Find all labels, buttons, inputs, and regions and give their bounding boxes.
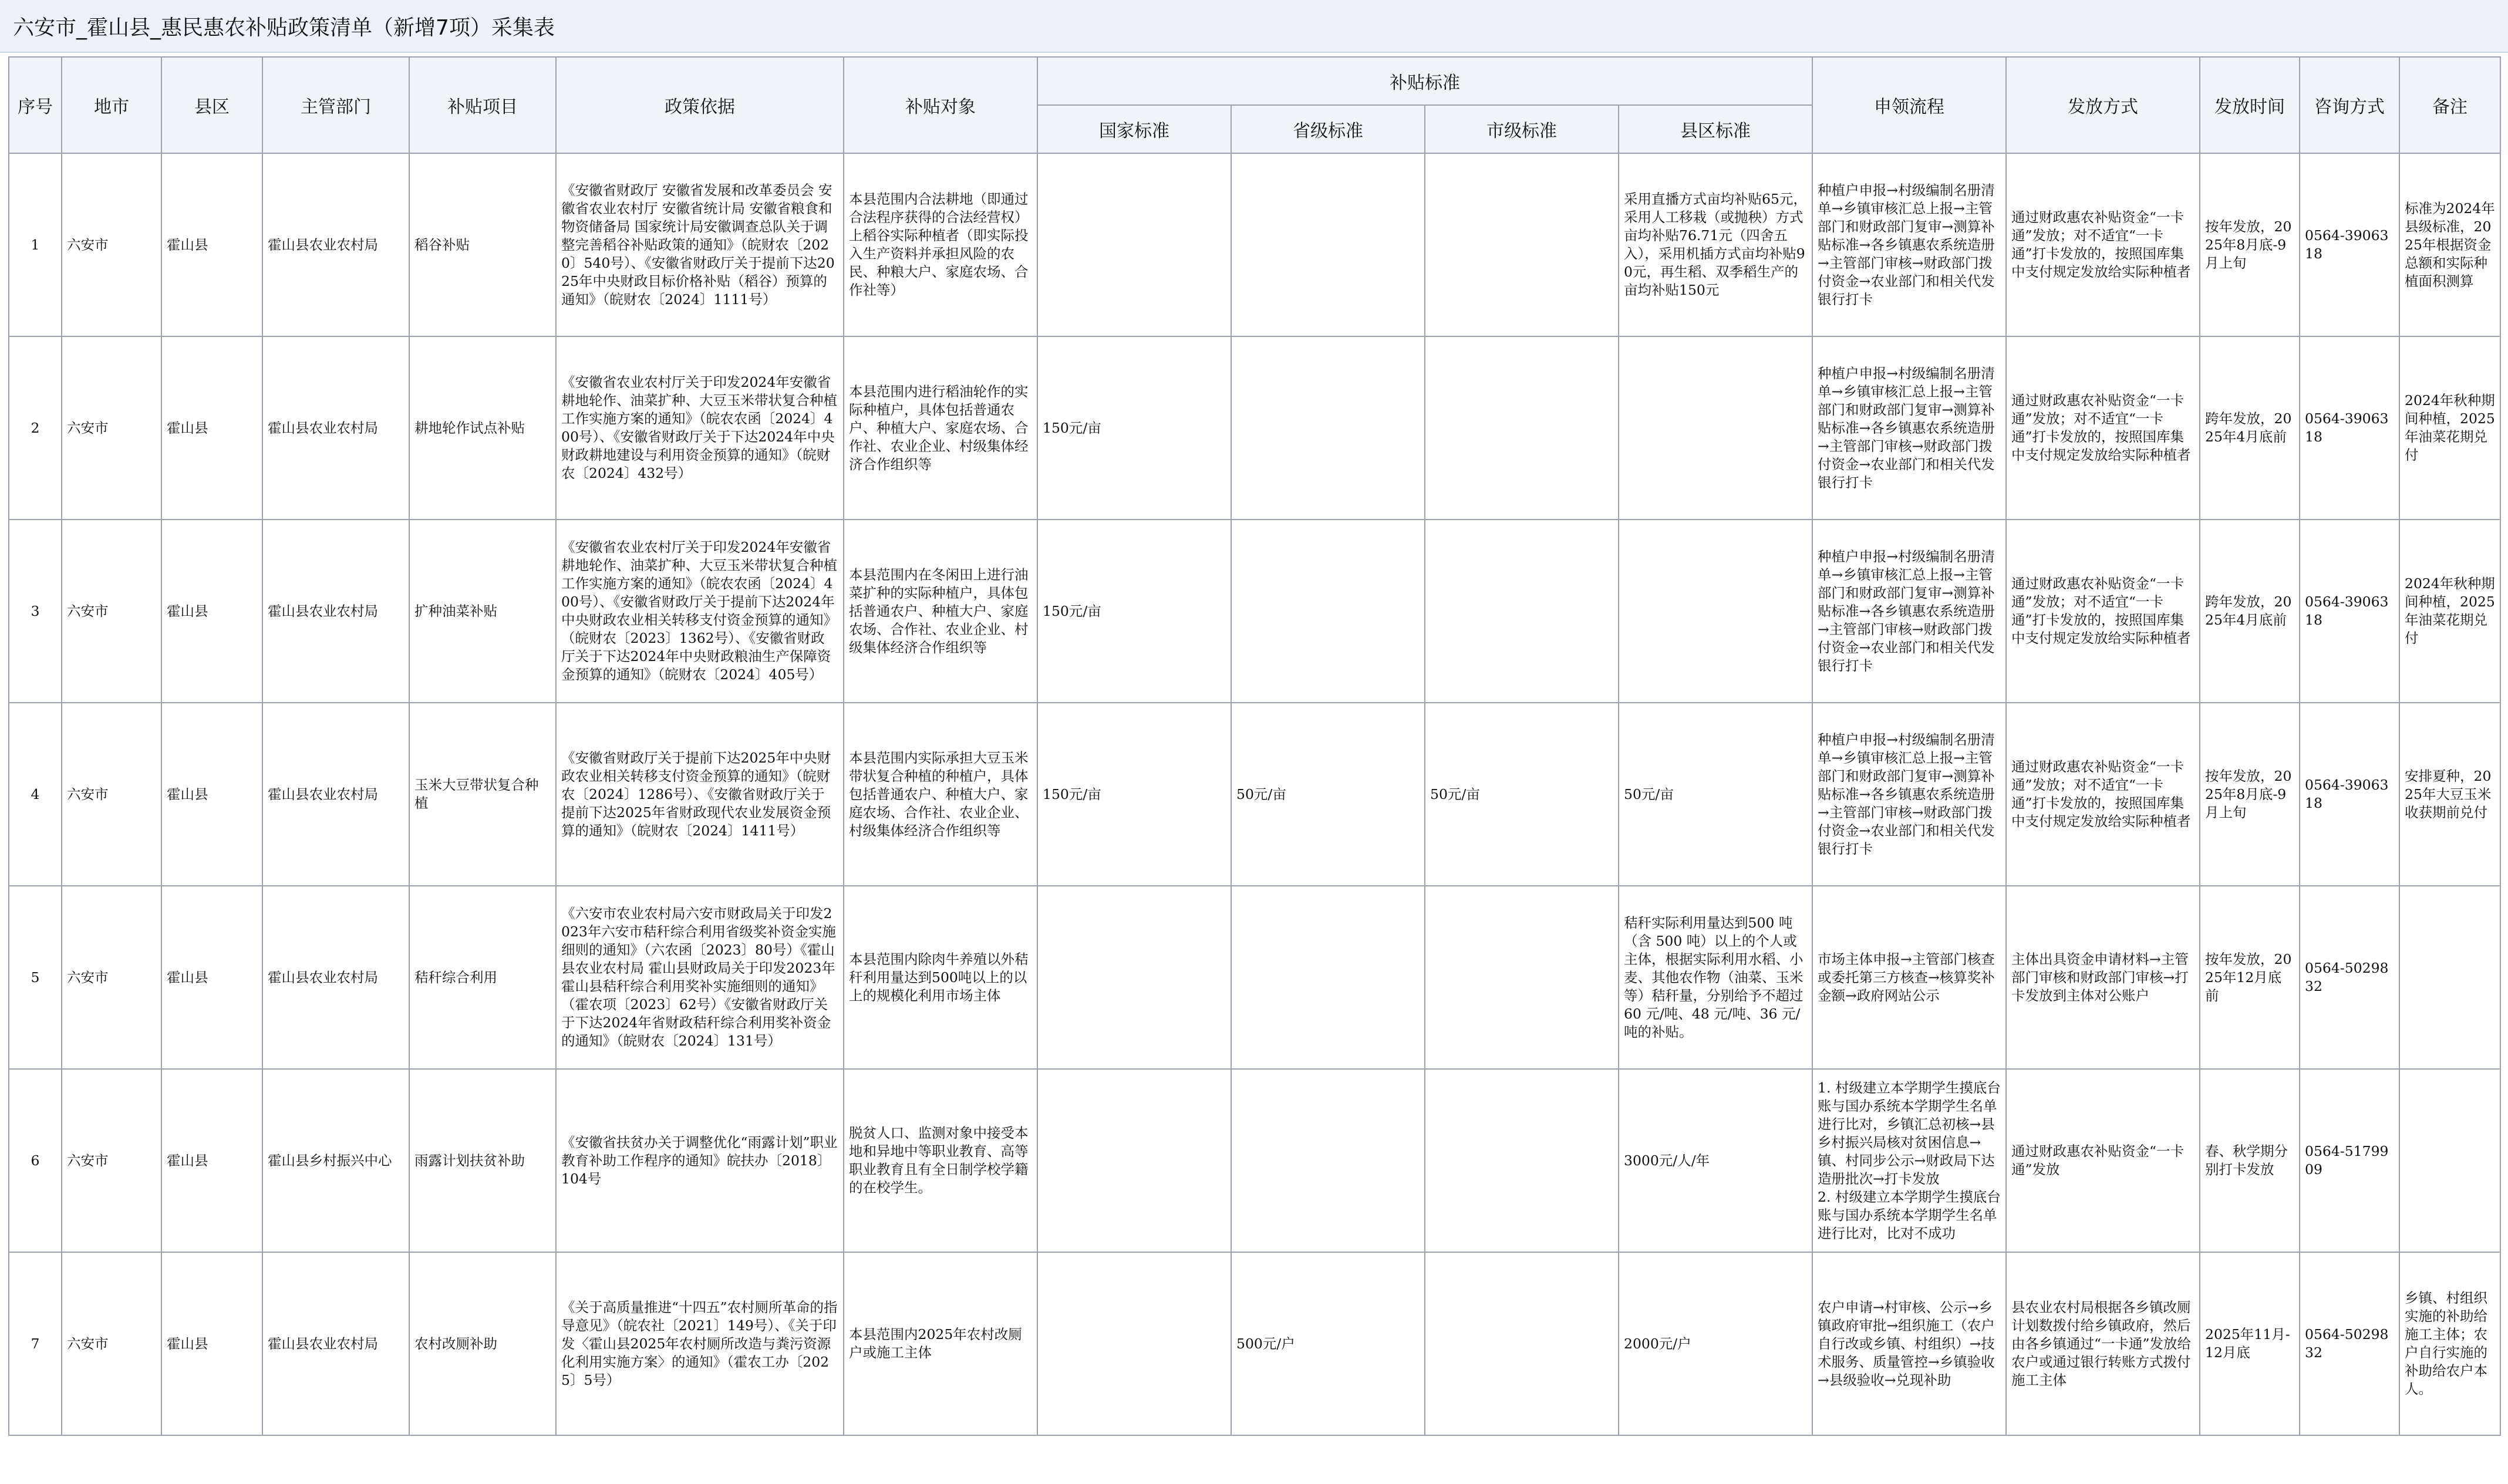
cell-county [161,520,262,703]
cell-provincial [1231,886,1425,1069]
cell-seq-text: 5 [31,969,40,986]
cell-target [844,703,1037,886]
cell-provincial-text: 500元/户 [1236,1335,1295,1352]
cell-dept [262,886,409,1069]
cell-payment-text: 通过财政惠农补贴资金“一卡通”发放 [2011,1143,2185,1178]
cell-dept-text: 霍山县农业农村局 [268,602,378,619]
cell-provincial [1231,703,1425,886]
cell-county [161,336,262,520]
cell-county [161,153,262,336]
cell-contact [2300,1252,2399,1435]
cell-seq-text: 3 [31,602,40,619]
cell-process-text: 种植户申报→村级编制名册清单→乡镇审核汇总上报→主管部门和财政部门复审→测算补贴标准→各乡镇惠农系统造册→主管部门审核→财政部门拨付资金→农业部门和相关代发银行打卡 [1818,365,1995,491]
cell-project [409,153,556,336]
cell-project-text: 扩种油菜补贴 [414,602,497,619]
cell-seq [9,520,62,703]
cell-city-text: 六安市 [67,602,109,619]
cell-national [1037,153,1231,336]
cell-payment [2006,520,2200,703]
cell-dept-text: 霍山县农业农村局 [268,785,378,802]
cell-national [1037,1069,1231,1252]
cell-contact-text: 0564-3906318 [2305,593,2389,628]
cell-process [1812,336,2006,520]
cell-time [2200,1069,2300,1252]
sheet-title: 六安市_霍山县_惠民惠农补贴政策清单（新增7项）采集表 [13,15,555,40]
cell-city [62,1069,161,1252]
cell-time [2200,1252,2300,1435]
cell-project-text: 农村改厕补助 [414,1335,497,1352]
cell-county-text: 霍山县 [167,236,208,253]
col-header-municipal: 市级标准 [1425,105,1619,153]
col-header-provincial: 省级标准 [1231,105,1425,153]
cell-county-std-text: 3000元/人/年 [1624,1152,1710,1169]
cell-time-text: 按年发放，2025年8月底-9月上旬 [2205,218,2292,271]
cell-basis [556,1252,844,1435]
cell-payment [2006,703,2200,886]
cell-seq-text: 4 [31,785,40,802]
cell-target [844,1069,1037,1252]
cell-process-text: 市场主体申报→主管部门核查或委托第三方核查→核算奖补金额→政府网站公示 [1818,950,1995,1004]
cell-remark-text: 乡镇、村组织实施的补助给施工主体；农户自行实施的补助给农户本人。 [2405,1290,2487,1397]
cell-basis-text: 《安徽省财政厅 安徽省发展和改革委员会 安徽省农业农村厅 安徽省统计局 安徽省粮食和物资储备局 国家统计局安徽调查总队关于调整完善稻谷补贴政策的通知》（皖财农〔2020〕540号）、《安徽省财政厅关于提前下达2025年中央财政目标价格补贴（稻谷）预算的通知》（皖财农〔2024〕1111号） [561,181,835,308]
cell-process-text: 1. 村级建立本学期学生摸底台账与国办系统本学期学生名单进行比对，乡镇汇总初核→县乡村振兴局核对贫困信息→镇、村同步公示→财政局下达造册批次→打卡发放 2. 村级建立本学期学生摸底台账与国办系统本学期学生名单进行比对，比对不成功 [1818,1079,2001,1242]
cell-dept [262,703,409,886]
cell-contact-text: 0564-3906318 [2305,227,2389,262]
cell-city [62,153,161,336]
cell-target-text: 本县范围内除肉牛养殖以外秸秆利用量达到500吨以上的以上的规模化利用市场主体 [849,950,1029,1004]
cell-municipal-text: 50元/亩 [1430,785,1480,802]
cell-national [1037,520,1231,703]
cell-county-std [1619,886,1812,1069]
cell-city-text: 六安市 [67,236,109,253]
cell-basis [556,153,844,336]
cell-process-text: 种植户申报→村级编制名册清单→乡镇审核汇总上报→主管部门和财政部门复审→测算补贴标准→各乡镇惠农系统造册→主管部门审核→财政部门拨付资金→农业部门和相关代发银行打卡 [1818,548,1995,674]
cell-contact-text: 0564-5029832 [2305,1326,2389,1361]
cell-process-text: 种植户申报→村级编制名册清单→乡镇审核汇总上报→主管部门和财政部门复审→测算补贴标准→各乡镇惠农系统造册→主管部门审核→财政部门拨付资金→农业部门和相关代发银行打卡 [1818,181,1995,308]
cell-contact [2300,703,2399,886]
cell-city-text: 六安市 [67,1152,109,1169]
col-header-process: 申领流程 [1812,57,2006,153]
cell-remark-text: 2024年秋种期间种植，2025年油菜花期兑付 [2405,392,2495,463]
cell-payment-text: 通过财政惠农补贴资金“一卡通”发放；对不适宜“一卡通”打卡发放的，按照国库集中支付规定发放给实际种植者 [2011,209,2191,280]
table-row [9,520,2500,703]
cell-project-text: 玉米大豆带状复合种植 [414,777,539,811]
cell-project [409,1069,556,1252]
cell-seq-text: 6 [31,1152,40,1169]
cell-county-text: 霍山县 [167,1152,208,1169]
cell-county [161,1252,262,1435]
cell-dept-text: 霍山县乡村振兴中心 [268,1152,392,1169]
cell-seq [9,1069,62,1252]
cell-basis [556,520,844,703]
cell-national [1037,1252,1231,1435]
col-header-contact: 咨询方式 [2300,57,2399,153]
cell-city [62,336,161,520]
cell-remark [2399,703,2500,886]
cell-basis-text: 《六安市农业农村局六安市财政局关于印发2023年六安市秸秆综合利用省级奖补资金实施细则的通知》（六农函〔2023〕80号）《霍山县农业农村局 霍山县财政局关于印发2023年霍山县秸秆综合利用奖补实施细则的通知》（霍农项〔2023〕62号）《安徽省财政厅关于下达2024年省财政秸秆综合利用奖补资金的通知》（皖财农〔2024〕131号） [561,905,836,1049]
cell-time [2200,703,2300,886]
cell-target [844,520,1037,703]
cell-municipal [1425,1252,1619,1435]
table-row [9,153,2500,336]
cell-provincial-text: 50元/亩 [1236,785,1286,802]
cell-payment-text: 通过财政惠农补贴资金“一卡通”发放；对不适宜“一卡通”打卡发放的，按照国库集中支付规定发放给实际种植者 [2011,758,2191,829]
cell-contact-text: 0564-5029832 [2305,960,2389,994]
cell-seq [9,336,62,520]
col-header-national: 国家标准 [1037,105,1231,153]
cell-county-std [1619,1069,1812,1252]
cell-dept [262,520,409,703]
cell-county-std-text: 秸秆实际利用量达到500 吨（含 500 吨）以上的个人或主体，根据实际利用水稻、小麦、其他农作物（油菜、玉米等）秸秆量，分别给予不超过 60 元/吨、48 元/吨、36 元/吨的补贴。 [1624,914,1804,1040]
cell-seq [9,886,62,1069]
cell-remark-text: 标准为2024年县级标准，2025年根据资金总额和实际种植面积测算 [2405,200,2495,289]
cell-time [2200,336,2300,520]
cell-basis-text: 《安徽省财政厅关于提前下达2025年中央财政农业相关转移支付资金预算的通知》（皖财农〔2024〕1286号）、《安徽省财政厅关于提前下达2025年省财政现代农业发展资金预算的通知》（皖财农〔2024〕1411号） [561,749,831,839]
col-header-standard: 补贴标准 [1037,57,1812,105]
cell-project-text: 稻谷补贴 [414,236,470,253]
cell-time [2200,520,2300,703]
cell-county-std [1619,336,1812,520]
col-header-time: 发放时间 [2200,57,2300,153]
cell-process-text: 种植户申报→村级编制名册清单→乡镇审核汇总上报→主管部门和财政部门复审→测算补贴标准→各乡镇惠农系统造册→主管部门审核→财政部门拨付资金→农业部门和相关代发银行打卡 [1818,731,1995,857]
cell-county [161,703,262,886]
cell-remark [2399,1252,2500,1435]
table-body [9,153,2500,1435]
cell-process-text: 农户申请→村审核、公示→乡镇政府审批→组织施工（农户自行改或乡镇、村组织）→技术服务、质量管控→乡镇验收→县级验收→兑现补助 [1818,1298,1995,1388]
cell-municipal [1425,1069,1619,1252]
cell-basis-text: 《安徽省扶贫办关于调整优化“雨露计划”职业教育补助工作程序的通知》皖扶办〔2018〕104号 [561,1134,838,1187]
cell-project-text: 耕地轮作试点补贴 [414,419,525,436]
cell-payment-text: 主体出具资金申请材料→主管部门审核和财政部门审核→打卡发放到主体对公账户 [2011,950,2189,1004]
cell-county-text: 霍山县 [167,785,208,802]
cell-target-text: 本县范围内2025年农村改厕户或施工主体 [849,1326,1022,1361]
cell-time-text: 跨年发放，2025年4月底前 [2205,410,2292,445]
cell-time-text: 春、秋学期分别打卡发放 [2205,1143,2288,1178]
cell-target-text: 本县范围内合法耕地（即通过合法程序获得的合法经营权）上稻谷实际种植者（即实际投入生产资料并承担风险的农民、种粮大户、家庭农场、合作社等） [849,191,1029,298]
cell-remark [2399,886,2500,1069]
cell-remark-text: 安排夏种，2025年大豆玉米收获期前兑付 [2405,767,2492,821]
cell-city [62,886,161,1069]
col-header-project: 补贴项目 [409,57,556,153]
cell-payment [2006,886,2200,1069]
cell-county-std [1619,703,1812,886]
cell-city-text: 六安市 [67,1335,109,1352]
cell-county-std-text: 采用直播方式亩均补贴65元，采用人工移栽（或抛秧）方式亩均补贴76.71元（四舍五入），采用机插方式亩均补贴90元，再生稻、双季稻生产的亩均补贴150元 [1624,191,1807,298]
table-row [9,703,2500,886]
cell-remark [2399,153,2500,336]
cell-project [409,703,556,886]
col-header-basis: 政策依据 [556,57,844,153]
cell-city [62,520,161,703]
cell-time-text: 按年发放，2025年12月底前 [2205,950,2292,1004]
cell-seq-text: 1 [31,236,40,253]
cell-contact [2300,1069,2399,1252]
sheet-title-bar [0,0,2508,53]
cell-process [1812,153,2006,336]
cell-project [409,336,556,520]
cell-county-std [1619,153,1812,336]
cell-target-text: 本县范围内进行稻油轮作的实际种植户，具体包括普通农户、种植大户、家庭农场、合作社、农业企业、村级集体经济合作组织等 [849,383,1029,473]
cell-target [844,153,1037,336]
cell-county-text: 霍山县 [167,602,208,619]
cell-city-text: 六安市 [67,419,109,436]
cell-contact-text: 0564-3906318 [2305,777,2389,811]
header-row-1 [9,57,2500,105]
cell-dept [262,1069,409,1252]
cell-payment-text: 通过财政惠农补贴资金“一卡通”发放；对不适宜“一卡通”打卡发放的，按照国库集中支付规定发放给实际种植者 [2011,575,2191,646]
cell-dept-text: 霍山县农业农村局 [268,969,378,986]
cell-county [161,886,262,1069]
cell-national-text: 150元/亩 [1043,785,1101,802]
cell-county-text: 霍山县 [167,969,208,986]
cell-remark-text: 2024年秋种期间种植，2025年油菜花期兑付 [2405,575,2495,646]
cell-contact-text: 0564-3906318 [2305,410,2389,445]
cell-city [62,1252,161,1435]
cell-project [409,886,556,1069]
cell-municipal [1425,520,1619,703]
table-row [9,1069,2500,1252]
cell-municipal [1425,336,1619,520]
cell-basis-text: 《关于高质量推进“十四五”农村厕所革命的指导意见》（皖农社〔2021〕149号）、《关于印发〈霍山县2025年农村厕所改造与粪污资源化利用实施方案〉的通知》（霍农工办〔2025〕5号） [561,1298,838,1388]
cell-target [844,1252,1037,1435]
col-header-payment: 发放方式 [2006,57,2200,153]
cell-national-text: 150元/亩 [1043,602,1101,619]
cell-seq [9,153,62,336]
col-header-target: 补贴对象 [844,57,1037,153]
cell-dept-text: 霍山县农业农村局 [268,1335,378,1352]
cell-payment [2006,336,2200,520]
cell-county-text: 霍山县 [167,1335,208,1352]
cell-city [62,703,161,886]
cell-contact [2300,886,2399,1069]
cell-city-text: 六安市 [67,785,109,802]
cell-time [2200,153,2300,336]
col-header-city: 地市 [62,57,161,153]
cell-contact [2300,336,2399,520]
cell-county-std-text: 50元/亩 [1624,785,1674,802]
cell-national [1037,703,1231,886]
cell-project-text: 雨露计划扶贫补助 [414,1152,525,1169]
cell-time [2200,886,2300,1069]
cell-provincial [1231,1252,1425,1435]
cell-seq-text: 7 [31,1335,40,1352]
col-header-seq: 序号 [9,57,62,153]
cell-provincial [1231,520,1425,703]
cell-municipal [1425,886,1619,1069]
cell-provincial [1231,336,1425,520]
cell-basis-text: 《安徽省农业农村厅关于印发2024年安徽省耕地轮作、油菜扩种、大豆玉米带状复合种植工作实施方案的通知》（皖农农函〔2024〕400号）、《安徽省财政厅关于下达2024年中央财政耕地建设与利用资金预算的通知》（皖财农〔2024〕432号） [561,374,837,481]
cell-city-text: 六安市 [67,969,109,986]
cell-dept [262,153,409,336]
cell-provincial [1231,153,1425,336]
col-header-county: 县区 [161,57,262,153]
cell-process [1812,886,2006,1069]
cell-remark [2399,336,2500,520]
cell-target [844,336,1037,520]
cell-payment [2006,1252,2200,1435]
cell-process [1812,703,2006,886]
cell-payment [2006,1069,2200,1252]
cell-contact [2300,520,2399,703]
cell-time-text: 跨年发放，2025年4月底前 [2205,593,2292,628]
cell-process [1812,1069,2006,1252]
cell-municipal [1425,703,1619,886]
cell-payment [2006,153,2200,336]
cell-time-text: 按年发放，2025年8月底-9月上旬 [2205,767,2292,821]
cell-project-text: 秸秆综合利用 [414,969,497,986]
cell-national [1037,886,1231,1069]
cell-basis [556,336,844,520]
cell-county-std-text: 2000元/户 [1624,1335,1691,1352]
cell-project [409,520,556,703]
cell-basis [556,703,844,886]
cell-dept [262,1252,409,1435]
cell-contact-text: 0564-5179909 [2305,1143,2389,1178]
cell-basis-text: 《安徽省农业农村厅关于印发2024年安徽省耕地轮作、油菜扩种、大豆玉米带状复合种植工作实施方案的通知》（皖农农函〔2024〕400号）、《安徽省财政厅关于提前下达2024年中央财政农业相关转移支付资金预算的通知》（皖财农〔2023〕1362号）、《安徽省财政厅关于下达2024年中央财政粮油生产保障资金预算的通知》（皖财农〔2024〕405号） [561,539,837,683]
cell-dept-text: 霍山县农业农村局 [268,419,378,436]
cell-target-text: 脱贫人口、监测对象中接受本地和异地中等职业教育、高等职业教育且有全日制学校学籍的在校学生。 [849,1125,1029,1196]
cell-target-text: 本县范围内实际承担大豆玉米带状复合种植的种植户，具体包括普通农户、种植大户、家庭农场、合作社、农业企业、村级集体经济合作组织等 [849,749,1029,839]
policy-table [8,56,2501,1436]
cell-process [1812,520,2006,703]
col-header-county-std: 县区标准 [1619,105,1812,153]
cell-target [844,886,1037,1069]
cell-seq [9,703,62,886]
cell-county [161,1069,262,1252]
cell-project [409,1252,556,1435]
cell-target-text: 本县范围内在冬闲田上进行油菜扩种的实际种植户，具体包括普通农户、种植大户、家庭农场、合作社、农业企业、村级集体经济合作组织等 [849,566,1029,656]
col-header-dept: 主管部门 [262,57,409,153]
cell-time-text: 2025年11月-12月底 [2205,1326,2290,1361]
cell-county-std [1619,1252,1812,1435]
cell-contact [2300,153,2399,336]
cell-national [1037,336,1231,520]
cell-basis [556,1069,844,1252]
cell-basis [556,886,844,1069]
cell-process [1812,1252,2006,1435]
cell-seq [9,1252,62,1435]
cell-dept [262,336,409,520]
cell-payment-text: 通过财政惠农补贴资金“一卡通”发放；对不适宜“一卡通”打卡发放的，按照国库集中支付规定发放给实际种植者 [2011,392,2191,463]
cell-national-text: 150元/亩 [1043,419,1101,436]
cell-provincial [1231,1069,1425,1252]
cell-county-std [1619,520,1812,703]
cell-remark [2399,1069,2500,1252]
col-header-remark: 备注 [2399,57,2500,153]
table-row [9,336,2500,520]
cell-municipal [1425,153,1619,336]
cell-dept-text: 霍山县农业农村局 [268,236,378,253]
cell-county-text: 霍山县 [167,419,208,436]
cell-seq-text: 2 [31,419,40,436]
table-row [9,886,2500,1069]
table-row [9,1252,2500,1435]
cell-payment-text: 县农业农村局根据各乡镇改厕计划数拨付给乡镇政府，然后由各乡镇通过“一卡通”发放给农户或通过银行转账方式拨付施工主体 [2011,1298,2192,1388]
cell-remark [2399,520,2500,703]
